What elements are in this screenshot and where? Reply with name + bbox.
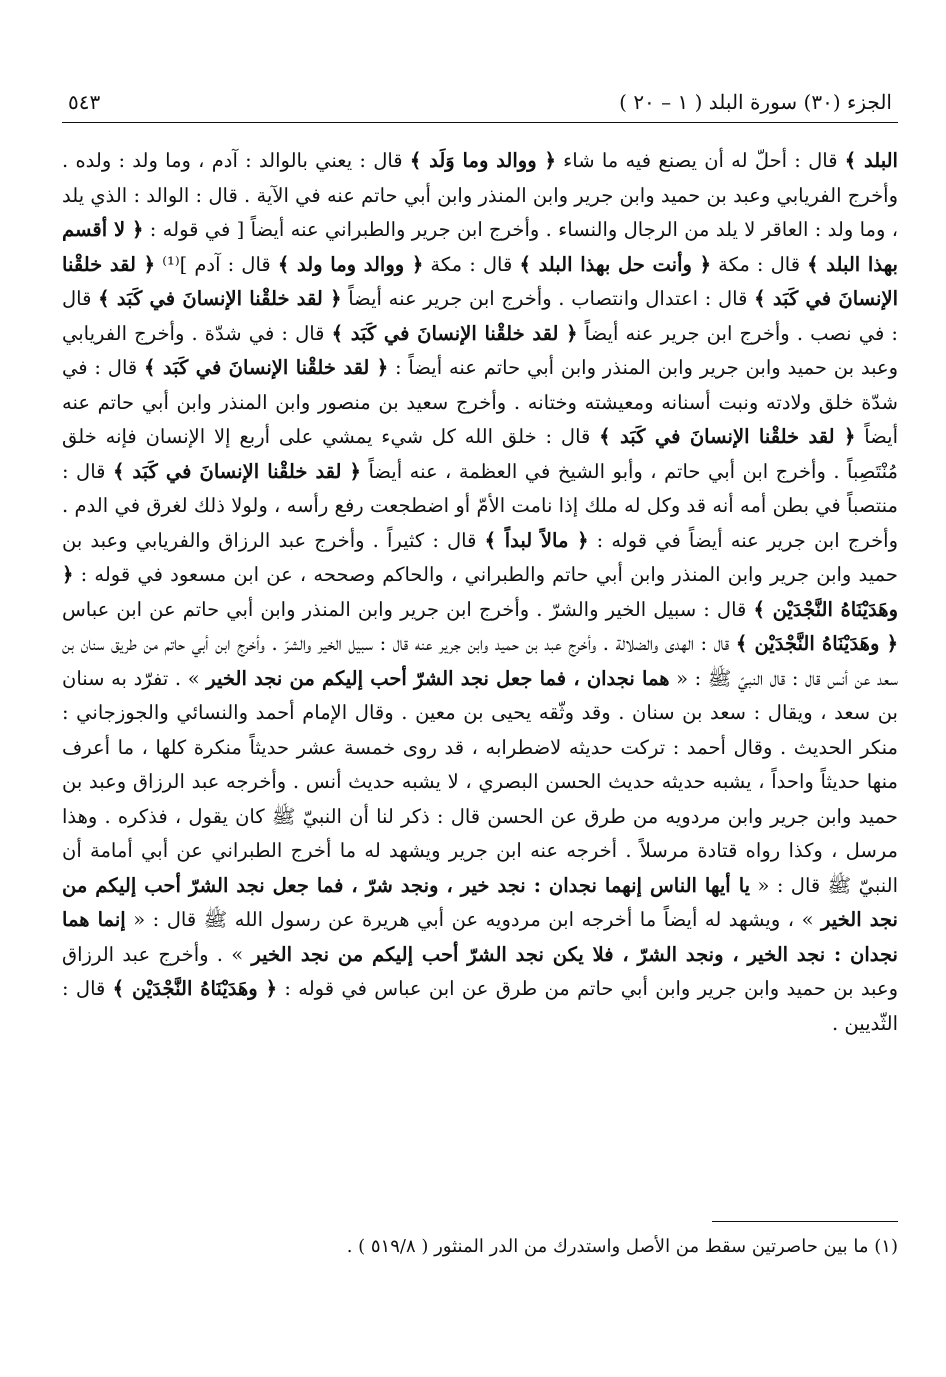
commentary-text: قال : خلق الله كل شيء يمشي على أربع إلا الإنسان فإنه خلق مُنْتَصِباً . وأخرج ابن أبي حاتم ، وأبو الشيخ في العظمة ، عنه أيضاً <box>62 425 898 483</box>
commentary-text: قال : في نصب . وأخرج ابن جرير عنه أيضاً <box>62 287 898 345</box>
commentary-text: قال : في شدّة خلق ولادته ونبت أسنانه ومعيشته وختانه . وأخرج سعيد بن منصور وابن المنذر وابن أبي حاتم عنه أيضاً <box>62 356 898 448</box>
quoted-verse: ﴿ لقد خلقْنا الإنسانَ في كَبَد ﴾ <box>331 321 578 345</box>
quoted-verse: ﴿ لقد خلقْنا الإنسانَ في كَبَد ﴾ <box>599 425 856 448</box>
commentary-text: قال : أحلّ له أن يصنع فيه ما شاء <box>555 149 845 172</box>
footnote: (١) ما بين حاصرتين سقط من الأصل واستدرك من الدر المنثور ( ٥١٩/٨ ) . <box>346 1236 898 1257</box>
commentary-text: قال : يعني بالوالد : آدم ، وما ولد : ولده . وأخرج الفريابي وعبد بن حميد وابن جرير وابن المنذر وابن أبي حاتم عنه في الآية . قال : الوالد : الذي يلد ، وما ولد : العاقر لا يلد من الرجال والنساء . وأخرج ابن جرير والطبراني عنه أيضاً [ في قوله : <box>62 149 898 241</box>
quoted-verse: ﴿ وأنت حل بهذا البلد ﴾ <box>519 252 712 276</box>
quoted-verse: ﴿ وهَدَيْنَاهُ النَّجْدَيْن ﴾ <box>62 563 898 621</box>
commentary-text: قال : كثيراً . وأخرج عبد الرزاق والفريابي وعبد بن حميد وابن جرير وابن المنذر وابن أبي حاتم والطبراني ، والحاكم وصححه ، عن ابن مسعود في قوله : <box>62 528 898 586</box>
quoted-verse: إنما هما نجدان : نجد الخير ، ونجد الشرّ ، فلا يكن نجد الشرّ أحب إليكم من نجد الخير <box>62 908 898 966</box>
page-header <box>62 86 898 123</box>
quoted-verse: ﴿ مالاً لبداً ﴾ <box>484 528 589 552</box>
quoted-verse: ﴿ لقد خلقْنا الإنسانَ في كَبَد ﴾ <box>144 356 389 379</box>
quoted-verse: ﴿ لقد خلقْنا الإنسانَ في كَبَد ﴾ <box>62 252 898 310</box>
quoted-verse: ﴿ وهَدَيْنَاهُ النَّجْدَيْن ﴾ <box>735 632 898 655</box>
commentary-text: قال : سبيل الخير والشرّ . وأخرج ابن جرير وابن المنذر وابن أبي حاتم عن ابن عباس <box>62 597 754 621</box>
commentary-text: قال : في شدّة . وأخرج الفريابي وعبد بن حميد وابن جرير وابن المنذر وابن أبي حاتم عنه أيضاً : <box>62 321 899 379</box>
commentary-text: » ، ويشهد له أيضاً ما أخرجه ابن مردويه عن أبي هريرة عن رسول الله ﷺ قال : « <box>125 908 822 931</box>
running-head: الجزء (٣٠) سورة البلد ( ١ – ٢٠ ) <box>619 90 892 114</box>
commentary-text: قال : آدم ]⁽¹⁾ <box>155 252 278 276</box>
commentary-text: قال : مكة <box>711 252 808 276</box>
quoted-verse: ﴿ لقد خلقْنا الإنسانَ في كَبَد ﴾ <box>112 459 361 483</box>
quoted-verse: البلد ﴾ <box>844 149 898 172</box>
quoted-verse: ﴿ وهَدَيْنَاهُ النَّجْدَيْن ﴾ <box>112 977 278 1000</box>
commentary-text: قال : مكة <box>423 252 520 276</box>
commentary-text: » . تفرّد به سنان بن سعد ، ويقال : سعد بن سنان . وقد وثّقه يحيى بن معين . وقال الإمام أحمد والنسائي والجوزجاني : منكر الحديث . وقال أحمد : تركت حديثه لاضطرابه ، قد روى خمسة عشر حديثاً منكرة كلها ، ما أعرف منها حديثاً واحداً ، يشبه حديثه حديث الحسن البصري ، لا يشبه حديث أنس . وأخرجه عبد الرزاق وعبد بن حميد وابن جرير وابن مردويه من طرق عن الحسن قال : ذكر لنا أن النبيّ ﷺ كان يقول ، فذكره . وهذا مرسل ، وكذا رواه قتادة مرسلاً . أخرجه عنه ابن جرير ويشهد له ما أخرج الطبراني عن أبي أمامة أن النبيّ ﷺ قال : « <box>62 666 898 897</box>
commentary-text: » . وأخرج عبد الرزاق وعبد بن حميد وابن جرير وابن أبي حاتم من طرق عن ابن عباس في قوله : <box>62 942 898 1000</box>
quoted-verse: يا أيها الناس إنهما نجدان : نجد خير ، ونجد شرّ ، فما جعل نجد الشرّ أحب إليكم من نجد الخير <box>62 873 898 931</box>
commentary-text: قال : منتصباً في بطن أمه أنه قد وكل له ملك إذا نامت الأمّ أو اضطجعت رفع رأسه ، ولولا ذلك لغرق في الدم . وأخرج ابن جرير عنه أيضاً في قوله : <box>62 459 898 552</box>
footnote-divider <box>712 1221 898 1222</box>
quoted-verse: ﴿ ووالد وما وَلَد ﴾ <box>409 149 556 172</box>
commentary-text: قال : الثّديين . <box>62 977 898 1035</box>
commentary-text: قال : الهدى والضلالة . وأخرج عبد بن حميد وابن جرير عنه قال : سبيل الخير والشرّ . وأخرج ابن أبي حاتم من طريق سنان بن سعد عن أنس قال : قال النبيّ ﷺ : « <box>62 632 899 690</box>
page-number: ٥٤٣ <box>68 90 101 114</box>
main-text <box>62 144 898 1041</box>
quoted-verse: ﴿ لقد خلقْنا الإنسانَ في كَبَد ﴾ <box>98 287 342 310</box>
tafsir-paragraph <box>62 144 898 1041</box>
quoted-verse: ﴿ لا أقسم بهذا البلد ﴾ <box>62 218 898 276</box>
quoted-verse: هما نجدان ، فما جعل نجد الشرّ أحب إليكم من نجد الخير <box>206 666 670 690</box>
commentary-text: قال : اعتدال وانتصاب . وأخرج ابن جرير عنه أيضاً <box>341 287 755 310</box>
quoted-verse: ﴿ ووالد وما ولد ﴾ <box>277 252 424 276</box>
